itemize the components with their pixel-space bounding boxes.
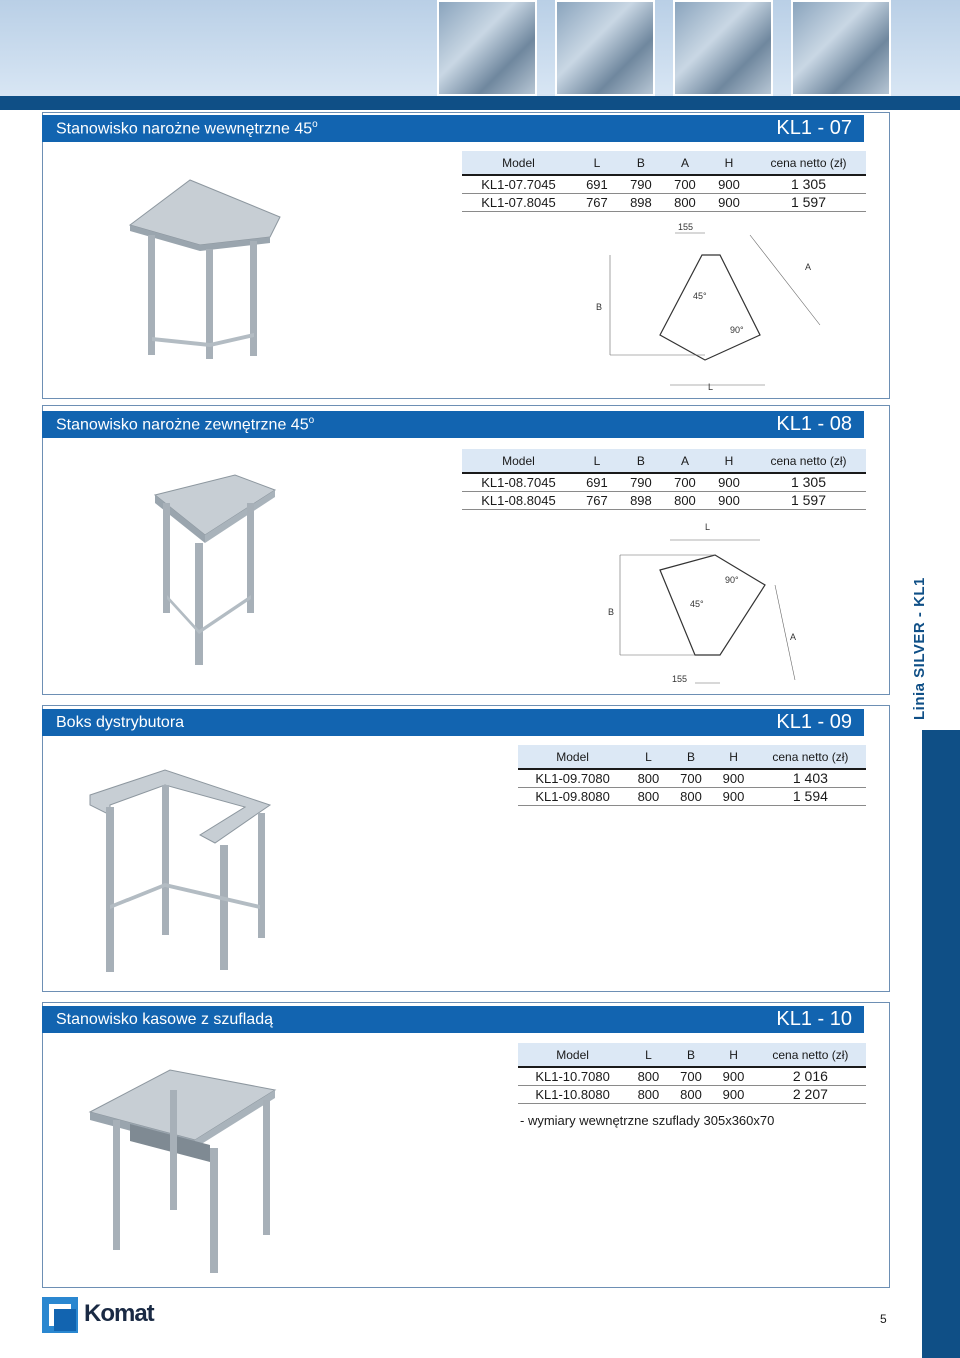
cell: 800 [627,787,670,805]
col-header: H [712,745,755,769]
col-header: cena netto (zł) [755,1043,866,1067]
angle-45: 45° [693,291,707,301]
brand-name: Komat [84,1300,154,1327]
dim-a: A [790,632,797,642]
col-header: B [619,151,663,175]
table-row [462,175,866,193]
cell: 800 [627,769,670,787]
col-header: B [670,745,713,769]
dimension-diagram-kl1-07 [590,215,840,395]
col-header: cena netto (zł) [751,449,866,473]
dim-155: 155 [672,674,688,684]
cell: 898 [619,193,663,211]
table-row [518,769,866,787]
cell: KL1-08.7045 [462,473,575,491]
side-dark-bar [922,730,960,1358]
page-number: 5 [880,1312,887,1326]
price-cell: 1 597 [751,491,866,509]
col-header: cena netto (zł) [755,745,866,769]
cell: 700 [670,1067,713,1085]
col-header: B [619,449,663,473]
cell: 700 [670,769,713,787]
header-photo [555,0,655,96]
cell: 900 [712,1067,755,1085]
col-header: cena netto (zł) [751,151,866,175]
cell: 790 [619,175,663,193]
col-header: L [575,151,619,175]
col-header: L [627,745,670,769]
table-row [518,1067,866,1085]
cell: 900 [712,769,755,787]
cell: 900 [707,473,751,491]
spec-table-kl1-10 [518,1043,866,1104]
col-header: Model [462,151,575,175]
col-header: H [707,151,751,175]
cell: 790 [619,473,663,491]
dimension-diagram-kl1-08 [600,515,840,690]
product-code: KL1 - 09 [776,711,852,733]
cell: 800 [627,1085,670,1103]
product-code: KL1 - 08 [776,413,852,435]
corner-station-inner-image [120,165,290,365]
table-row [462,473,866,491]
price-cell: 1 594 [755,787,866,805]
section-title: Stanowisko narożne zewnętrzne 45$^o$ [56,414,315,434]
cell: KL1-09.7080 [518,769,627,787]
drawer-note: - wymiary wewnętrzne szuflady 305x360x70 [520,1113,775,1128]
cell: 767 [575,491,619,509]
price-cell: 2 016 [755,1067,866,1085]
cell: 700 [663,473,707,491]
col-header: B [670,1043,713,1067]
col-header: L [627,1043,670,1067]
angle-90: 90° [730,325,744,335]
col-header: Model [518,745,627,769]
price-cell: 1 305 [751,175,866,193]
cell: 898 [619,491,663,509]
cell: KL1-09.8080 [518,787,627,805]
section-title: Stanowisko narożne wewnętrzne 45$^o$ [56,118,318,138]
section-header-kl1-10 [42,1006,864,1033]
cell: 900 [707,175,751,193]
cell: 800 [663,193,707,211]
cell: KL1-10.7080 [518,1067,627,1085]
cell: 691 [575,175,619,193]
section-title: Boks dystrybutora [56,713,185,731]
header-photo [791,0,891,96]
dim-l: L [705,522,711,532]
cell: 900 [712,1085,755,1103]
cell: KL1-10.8080 [518,1085,627,1103]
dim-a: A [805,262,812,272]
price-cell: 2 207 [755,1085,866,1103]
spec-table-kl1-09 [518,745,866,806]
top-blue-bar [0,96,960,110]
cell: 800 [627,1067,670,1085]
price-cell: 1 305 [751,473,866,491]
price-cell: 1 403 [755,769,866,787]
cell: 767 [575,193,619,211]
table-row [518,1085,866,1103]
dim-l: L [708,382,714,392]
col-header: Model [518,1043,627,1067]
dispenser-box-image [70,755,290,980]
table-row [518,787,866,805]
table-row [462,491,866,509]
cell: 700 [663,175,707,193]
col-header: L [575,449,619,473]
angle-45: 45° [690,599,704,609]
cash-station-image [85,1050,285,1280]
section-title: Stanowisko kasowe z szufladą [56,1010,273,1028]
cell: 800 [663,491,707,509]
cell: 900 [712,787,755,805]
col-header: H [707,449,751,473]
col-header: Model [462,449,575,473]
spec-table-kl1-07 [462,151,866,212]
dim-155: 155 [678,222,694,232]
cell: 800 [670,1085,713,1103]
dim-b: B [596,302,603,312]
product-code: KL1 - 07 [776,117,852,139]
col-header: A [663,151,707,175]
header-photo [437,0,537,96]
table-row [462,193,866,211]
col-header: H [712,1043,755,1067]
section-header-kl1-07 [42,115,864,142]
header-photo [673,0,773,96]
angle-90: 90° [725,575,739,585]
section-header-kl1-08 [42,411,864,438]
side-label: Linia SILVER - KL1 [911,577,928,720]
cell: KL1-07.8045 [462,193,575,211]
cell: KL1-07.7045 [462,175,575,193]
spec-table-kl1-08 [462,449,866,510]
cell: 691 [575,473,619,491]
product-code: KL1 - 10 [776,1008,852,1030]
cell: KL1-08.8045 [462,491,575,509]
cell: 900 [707,193,751,211]
cell: 800 [670,787,713,805]
col-header: A [663,449,707,473]
cell: 900 [707,491,751,509]
section-header-kl1-09 [42,709,864,736]
dim-b: B [608,607,615,617]
corner-station-outer-image [135,465,295,670]
price-cell: 1 597 [751,193,866,211]
